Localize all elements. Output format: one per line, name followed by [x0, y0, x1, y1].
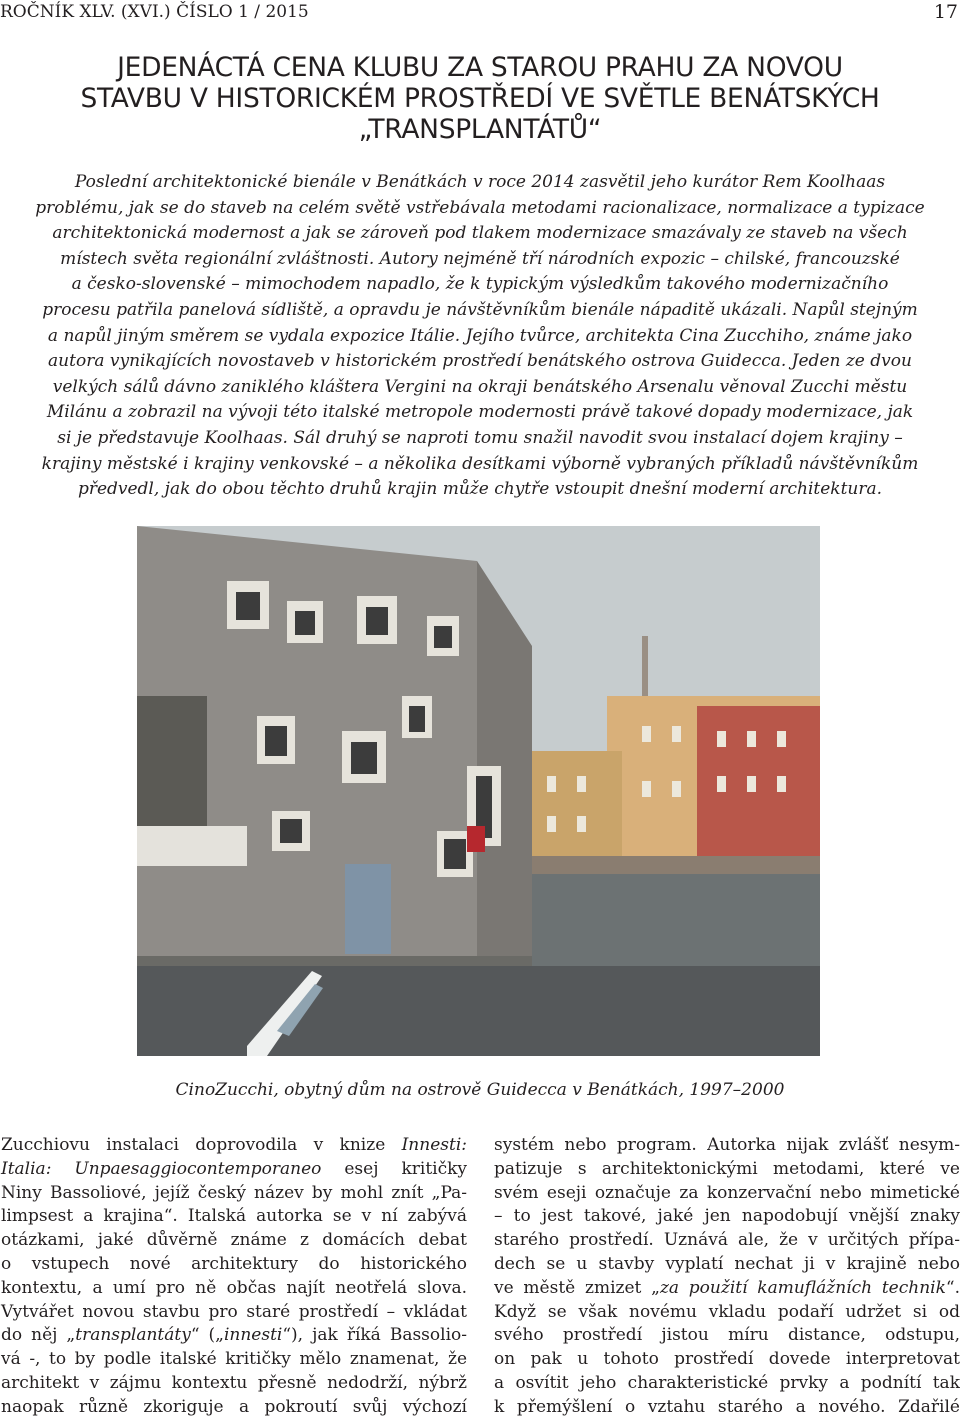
body-text-line: [494, 1277, 960, 1301]
text-run: “.: [945, 1277, 960, 1298]
lead-line: autora vynikajících novostaveb v historickém prostředí benátského ostrova Guidecca. Jeden ze dvou: [48, 351, 912, 372]
lead-line: a napůl jiným směrem se vydala expozice Itálie. Jejího tvůrce, architekta Cina Zucchiho, známe jako: [47, 325, 913, 346]
lead-line: a česko-slovenské – mimochodem napadlo, že k typickým výsledkům takového modernizačního: [71, 274, 889, 295]
body-text-line: [494, 1158, 960, 1182]
text-run: systém nebo program. Autorka nijak zvlášť nesym-: [494, 1135, 960, 1155]
text-run: – to jest takové, jaké jen napodobují vnější znaky: [494, 1206, 960, 1227]
photo-caption: CinoZucchi, obytný dům na ostrově Guidecca v Benátkách, 1997–2000: [175, 1080, 785, 1100]
body-text-line: [494, 1301, 960, 1325]
lead-paragraph: [4, 170, 956, 503]
lead-line: problému, jak se do staveb na celém světě vstřebávala metodami racionalizace, normalizace a typizace: [35, 197, 925, 218]
text-run: Niny Bassoliové, jejíž český název by mohl znít „Pa-: [1, 1182, 467, 1203]
text-run: architekt v zájmu kontextu přesně nedodrží, nýbrž: [1, 1372, 467, 1393]
text-run: svém eseji označuje za konzervační nebo mimetické: [494, 1182, 960, 1203]
body-text-line: [494, 1396, 960, 1420]
text-run: otázkami, jaké důvěrně známe z domácích debat: [1, 1230, 467, 1251]
body-text-line: [1, 1253, 467, 1277]
text-run: starého prostředí. Uznává ale, že v určitých přípa-: [494, 1230, 960, 1251]
lead-line: si je představuje Koolhaas. Sál druhý se naproti tomu snažil navodit svou instalací dojem krajiny –: [57, 427, 903, 448]
body-text-line: [494, 1182, 960, 1206]
text-run: limpsest a krajina“. Italská autorka se v ní zabývá: [1, 1206, 467, 1227]
text-run: vá -, to by podle italské kritičky mělo znamenat, že: [1, 1349, 467, 1370]
body-text-line: [1, 1396, 467, 1420]
text-run: on pak u tohoto prostředí dovede interpretovat: [494, 1349, 960, 1370]
text-run: k přemýšlení o vztahu starého a nového. Zdařilé: [494, 1396, 960, 1417]
lead-line: velkých sálů dávno zaniklého kláštera Vergini na okraji benátského Arsenalu věnoval Zucchi městu: [52, 376, 908, 397]
lead-line: krajiny městské i krajiny venkovské – a několika desítkami výborně vybraných příkladů návštěvníkům: [41, 453, 919, 474]
title-line: JEDENÁCTÁ CENA KLUBU ZA STAROU PRAHU ZA NOVOU: [117, 52, 843, 83]
text-run: Zucchiovu instalaci doprovodila v knize: [1, 1135, 402, 1155]
text-run: Když se však novému vkladu podaří udržet si od: [494, 1301, 960, 1322]
italic-text: Innesti:: [401, 1135, 467, 1155]
body-text-line: [1, 1158, 467, 1182]
lead-line: místech světa regionální zvláštnosti. Autory nejméně tří národních expozic – chilské, francouzské: [60, 248, 900, 269]
lead-line: Poslední architektonické bienále v Benátkách v roce 2014 zasvětil jeho kurátor Rem Koolhaas: [74, 172, 886, 192]
building-photo: [137, 526, 820, 1056]
body-text-line: [1, 1205, 467, 1229]
lead-line: Milánu a zobrazil na vývoji této italské metropole modernosti právě takové dopady modernizace, jak: [46, 402, 914, 423]
italic-text: innesti: [223, 1325, 283, 1346]
text-run: kontextu, a umí pro ně občas najít neotřelá slova.: [1, 1277, 467, 1298]
text-run: o vstupech nové architektury do historického: [1, 1253, 467, 1274]
lead-line: procesu patřila panelová sídliště, a opravdu je návštěvníkům bienále nápaditě ukázali. Napůl stejným: [42, 299, 918, 320]
body-text-line: [1, 1134, 467, 1158]
text-run: naopak různě zkoriguje a pokroutí svůj výchozí: [1, 1396, 467, 1417]
page-number: 17: [933, 1, 958, 23]
running-head: [0, 0, 960, 24]
body-text-line: [1, 1229, 467, 1253]
text-run: patizuje s architektonickými metodami, které ve: [494, 1158, 960, 1179]
text-run: do něj „: [1, 1325, 76, 1346]
body-text-line: [494, 1205, 960, 1229]
text-run: “), jak říká Bassolio-: [282, 1325, 467, 1346]
text-run: “ („: [190, 1325, 224, 1346]
body-text-line: [494, 1324, 960, 1348]
body-text-line: [1, 1324, 467, 1348]
body-text-line: [494, 1372, 960, 1396]
article-title: [0, 52, 960, 145]
photo-illustration: [137, 526, 820, 1056]
body-column-left: [1, 1134, 467, 1420]
body-text-line: [494, 1134, 960, 1158]
body-text-line: [494, 1348, 960, 1372]
text-run: dech se u stavby vyplatí nechat ji v krajině nebo: [494, 1253, 960, 1274]
text-run: a osvítit jeho charakteristické prvky a podnítí tak: [494, 1372, 960, 1393]
text-run: svého prostředí jistou míru distance, odstupu,: [494, 1325, 960, 1346]
italic-text: Italia: Unpaesaggiocontemporaneo: [1, 1158, 322, 1179]
lead-line: předvedl, jak do obou těchto druhů krajin může chytře vstoupit dnešní moderní architektura.: [77, 479, 883, 500]
italic-text: transplantáty: [75, 1325, 191, 1346]
title-line: „TRANSPLANTÁTŮ“: [358, 114, 602, 145]
body-text-line: [494, 1253, 960, 1277]
text-run: ve městě zmizet „: [494, 1277, 660, 1298]
text-run: Vytvářet novou stavbu pro staré prostředí – vkládat: [1, 1301, 467, 1322]
body-text-line: [1, 1301, 467, 1325]
body-text-line: [494, 1229, 960, 1253]
journal-issue-label: ROČNÍK XLV. (XVI.) ČÍSLO 1 / 2015: [0, 2, 309, 22]
text-run: esej kritičky: [321, 1158, 468, 1179]
body-text-line: [1, 1182, 467, 1206]
body-text-line: [1, 1348, 467, 1372]
title-line: STAVBU V HISTORICKÉM PROSTŘEDÍ VE SVĚTLE BENÁTSKÝCH: [80, 83, 880, 114]
body-text-line: [1, 1277, 467, 1301]
lead-line: architektonická modernost a jak se zároveň pod tlakem modernizace smazávaly ze staveb na všech: [52, 223, 908, 244]
body-text-line: [1, 1372, 467, 1396]
body-column-right: [494, 1134, 960, 1420]
italic-text: za použití kamuflážních technik: [659, 1277, 946, 1298]
